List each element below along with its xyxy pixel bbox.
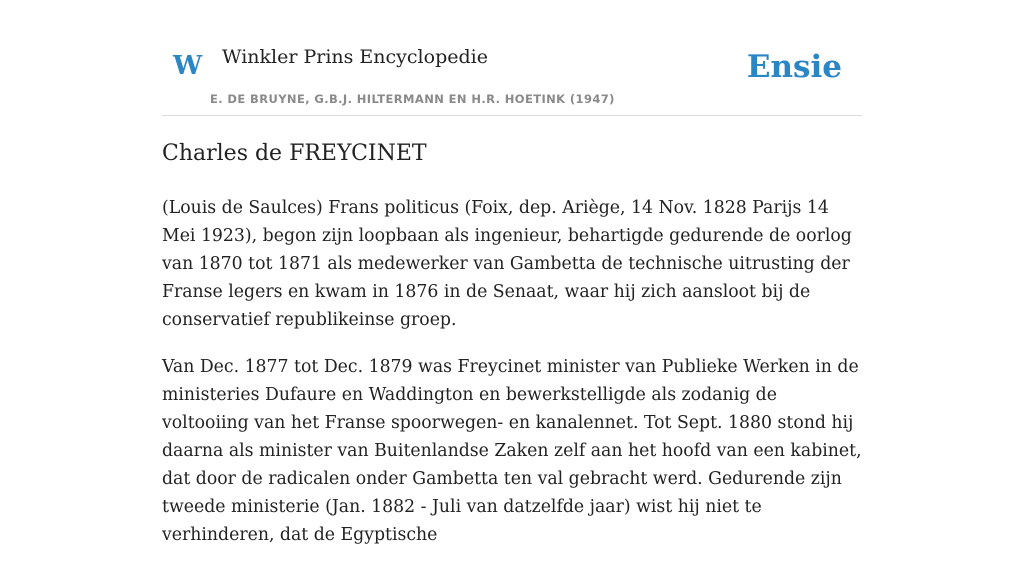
winkler-prins-logo[interactable]: W <box>173 51 203 81</box>
site-title[interactable]: Winkler Prins Encyclopedie <box>222 46 488 68</box>
site-authors: E. DE BRUYNE, G.B.J. HILTERMANN EN H.R. HOETINK (1947) <box>210 92 615 106</box>
article-paragraph: (Louis de Saulces) Frans politicus (Foix, dep. Ariège, 14 Nov. 1828 Parijs 14 Mei 1923), begon zijn loopbaan als ingenieur, behartigde gedurende de oorlog van 1870 tot 1871 als medewerker van Gambetta de technische uitrusting der Franse legers en kwam in 1876 in de Senaat, waar hij zich aansloot bij de conservatief republikeinse groep. <box>162 198 852 330</box>
site-header <box>162 40 862 116</box>
article-title: Charles de FREYCINET <box>162 141 427 166</box>
article-paragraph: Van Dec. 1877 tot Dec. 1879 was Freycinet minister van Publieke Werken in de ministeries Dufaure en Waddington en bewerkstelligde als zodanig de voltooiing van het Franse spoorwegen- en kanalennet. Tot Sept. 1880 stond hij daarna als minister van Buitenlandse Zaken zelf aan het hoofd van een kabinet, dat door de radicalen onder Gambetta ten val gebracht werd. Gedurende zijn tweede ministerie (Jan. 1882 - Juli van datzelfde jaar) wist hij niet te verhinderen, dat de Egyptische <box>162 357 862 545</box>
ensie-logo[interactable]: Ensie <box>746 49 842 85</box>
article <box>162 138 867 568</box>
